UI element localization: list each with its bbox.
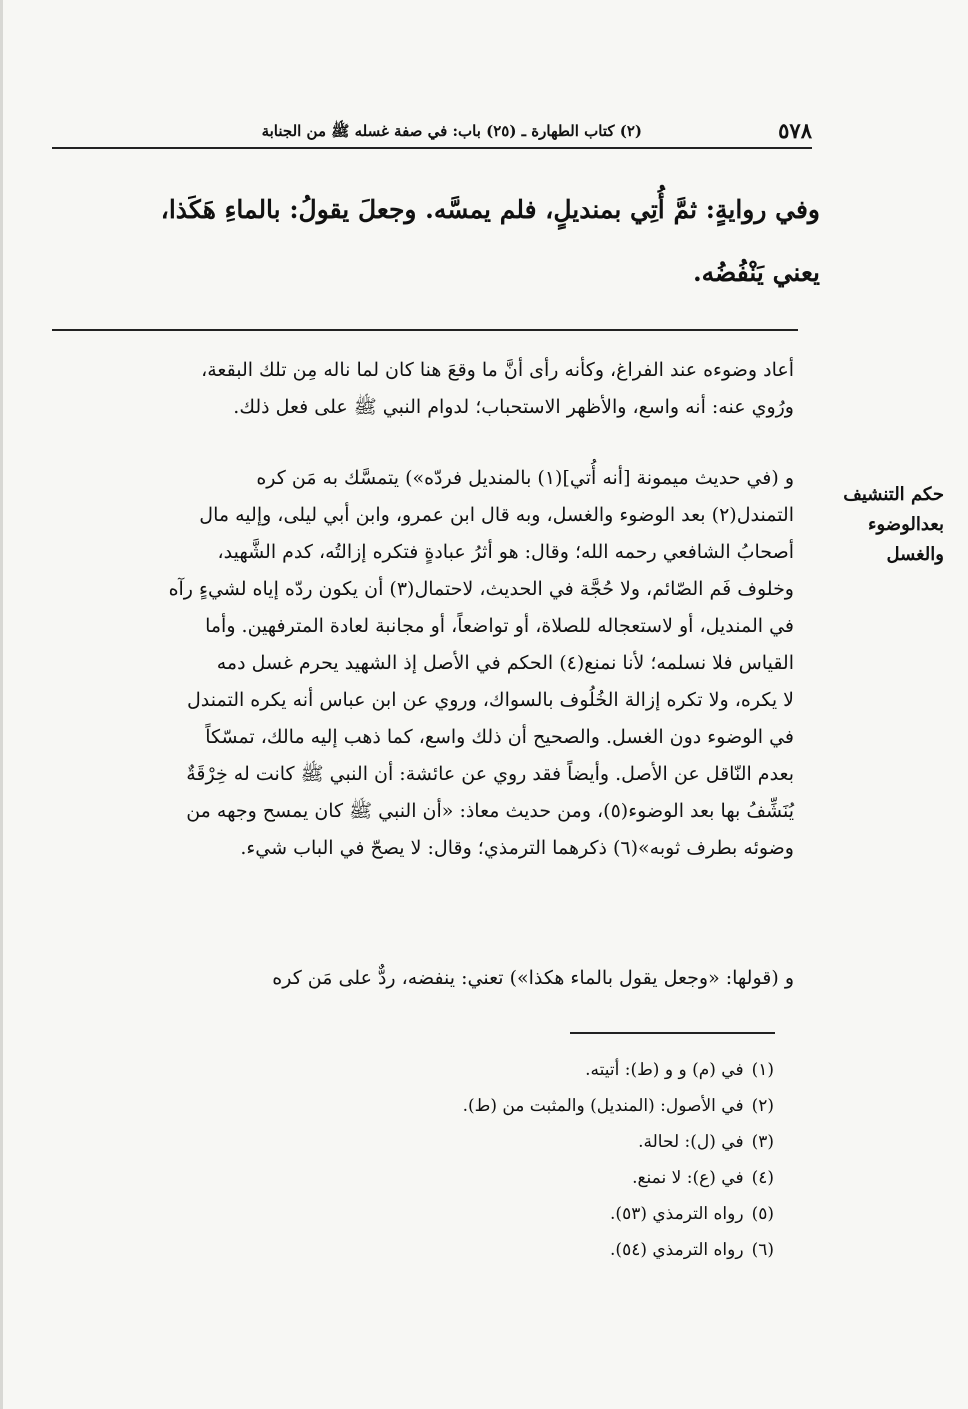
- side-heading: [814, 480, 944, 570]
- commentary-line: أعاد وضوءه عند الفراغ، وكأنه رأى أنَّ ما وقعَ هنا كان لما ناله مِن تلك البقعة،: [201, 359, 794, 381]
- commentary-line: وضوئه بطرف ثوبه»(٦) ذكرهما الترمذي؛ وقال: لا يصحّ في الباب شيء.: [240, 837, 794, 859]
- footnote-number: (٤): [751, 1168, 774, 1188]
- footnote-text: في (م) و و (ط): أتيته.: [585, 1060, 744, 1080]
- footnote-text: في (ع): لا نمنع.: [632, 1168, 744, 1188]
- footnote-item: [214, 1196, 774, 1232]
- footnotes: [214, 1052, 774, 1268]
- footnote-text: رواه الترمذي (٥٣).: [610, 1204, 744, 1224]
- commentary-line: ورُوي عنه: أنه واسع، والأظهر الاستحباب؛ لدوام النبي ﷺ على فعل ذلك.: [233, 396, 794, 418]
- running-title: (٢) كتاب الطهارة ـ (٢٥) باب: في صفة غسله ﷺ من الجنابة: [261, 122, 642, 140]
- side-heading-line: والغسل: [886, 544, 944, 565]
- footnote-number: (١): [751, 1060, 774, 1080]
- commentary-line: بعدم النّاقل عن الأصل. وأيضاً فقد روي عن عائشة: أن النبي ﷺ كانت له خِرْقَةٌ: [186, 763, 794, 785]
- footnote-item: [214, 1052, 774, 1088]
- commentary-main: [38, 460, 794, 867]
- page-number: ٥٧٨: [778, 118, 812, 143]
- page-edge-shadow: [0, 0, 3, 1409]
- commentary-intro: [38, 352, 794, 426]
- footnote-rule: [570, 1032, 775, 1034]
- side-heading-line: حكم التنشيف: [843, 484, 944, 505]
- footnote-text: في الأصول: (المنديل) والمثبت من (ط).: [462, 1096, 744, 1116]
- commentary-line: يُنَشِّفُ بها بعد الوضوء(٥)، ومن حديث معاذ: «أن النبي ﷺ كان يمسح وجهه من: [186, 800, 794, 822]
- commentary-line: التمندل(٢) بعد الوضوء والغسل، وبه قال ابن عمرو، وابن أبي ليلى، وإليه مال: [199, 504, 794, 526]
- commentary-line: في الوضوء دون الغسل. والصحيح أن ذلك واسع، كما ذهب إليه مالك، تمسّكاً: [205, 726, 794, 748]
- running-header: [52, 118, 812, 150]
- footnote-text: في (ل): لحالة.: [638, 1132, 744, 1152]
- hadith-text: [50, 178, 820, 304]
- hadith-line: يعني يَنْفُضُه.: [692, 258, 820, 287]
- commentary-line: القياس فلا نسلمه؛ لأنا نمنع(٤) الحكم في الأصل إذ الشهيد يحرم غسل دمه: [216, 652, 794, 674]
- footnote-number: (٣): [751, 1132, 774, 1152]
- header-rule: [52, 147, 812, 149]
- commentary-line: لا يكره، ولا تكره إزالة الخُلُوف بالسواك، وروي عن ابن عباس أنه يكره التمندل: [186, 689, 794, 711]
- hadith-line: وفي روايةٍ: ثمَّ أُتِي بمنديلٍ، فلم يمسَّه. وجعلَ يقولُ: بالماءِ هَكَذا،: [160, 195, 820, 224]
- footnote-number: (٦): [751, 1240, 774, 1260]
- footnote-item: [214, 1124, 774, 1160]
- footnote-item: [214, 1160, 774, 1196]
- side-heading-line: بعدالوضوء: [868, 514, 944, 535]
- text-commentary-separator: [52, 329, 798, 331]
- footnote-item: [214, 1088, 774, 1124]
- footnote-number: (٥): [751, 1204, 774, 1224]
- commentary-line: في المنديل، أو لاستعجاله للصلاة، أو تواضعاً، أو مجانبة لعادة المترفهين. وأما: [205, 615, 794, 637]
- commentary-line: و (قولها: «وجعل يقول بالماء هكذا») تعني: ينفضه، ردٌّ على مَن كره: [272, 967, 794, 989]
- commentary-line: وخلوف فَم الصّائم، ولا حُجَّة في الحديث، لاحتمال(٣) أن يكون ردّه إياه لشيءٍ رآه: [168, 578, 794, 600]
- footnote-number: (٢): [751, 1096, 774, 1116]
- commentary-line: أصحابُ الشافعي رحمه الله؛ وقال: هو أثرُ عبادةٍ فتكره إزالتُه، كدم الشَّهيد،: [217, 541, 794, 563]
- commentary-end: [38, 960, 794, 997]
- footnote-text: رواه الترمذي (٥٤).: [610, 1240, 744, 1260]
- commentary-line: و (في حديث ميمونة [أنه أُتي](١) بالمنديل فردّه») يتمسَّك به مَن كره: [256, 467, 794, 489]
- footnote-item: [214, 1232, 774, 1268]
